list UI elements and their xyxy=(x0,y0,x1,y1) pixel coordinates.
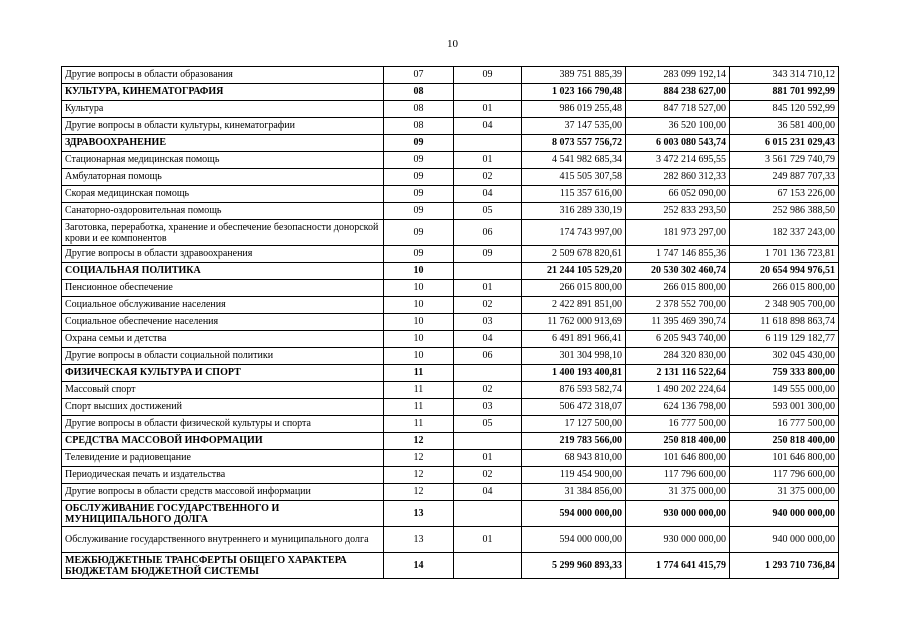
row-amount-year2-cell: 266 015 800,00 xyxy=(626,280,730,297)
row-section-code-cell: 10 xyxy=(384,314,454,331)
row-amount-year2-cell: 283 099 192,14 xyxy=(626,67,730,84)
row-name-cell: Спорт высших достижений xyxy=(62,399,384,416)
row-amount-year2-cell: 16 777 500,00 xyxy=(626,416,730,433)
row-section-code-cell: 08 xyxy=(384,101,454,118)
row-amount-year1-cell: 5 299 960 893,33 xyxy=(522,553,626,579)
row-amount-year1-cell: 2 422 891 851,00 xyxy=(522,297,626,314)
row-amount-year1-cell: 266 015 800,00 xyxy=(522,280,626,297)
row-amount-year2-cell: 930 000 000,00 xyxy=(626,501,730,527)
row-subsection-code-cell: 02 xyxy=(454,467,522,484)
row-name-cell: Культура xyxy=(62,101,384,118)
row-subsection-code-cell xyxy=(454,365,522,382)
budget-table-body xyxy=(62,67,839,579)
budget-table xyxy=(61,66,839,579)
section-row xyxy=(62,501,839,527)
row-name-cell: ФИЗИЧЕСКАЯ КУЛЬТУРА И СПОРТ xyxy=(62,365,384,382)
section-row xyxy=(62,553,839,579)
row-subsection-code-cell: 04 xyxy=(454,186,522,203)
row-amount-year2-cell: 884 238 627,00 xyxy=(626,84,730,101)
row-amount-year3-cell: 881 701 992,99 xyxy=(730,84,839,101)
table-row xyxy=(62,152,839,169)
row-amount-year2-cell: 1 747 146 855,36 xyxy=(626,246,730,263)
row-name-cell: Периодическая печать и издательства xyxy=(62,467,384,484)
row-name-cell: Обслуживание государственного внутреннего и муниципального долга xyxy=(62,527,384,553)
row-subsection-code-cell: 03 xyxy=(454,399,522,416)
row-amount-year1-cell: 594 000 000,00 xyxy=(522,501,626,527)
row-section-code-cell: 13 xyxy=(384,501,454,527)
row-amount-year1-cell: 219 783 566,00 xyxy=(522,433,626,450)
row-section-code-cell: 12 xyxy=(384,450,454,467)
row-amount-year3-cell: 6 119 129 182,77 xyxy=(730,331,839,348)
row-amount-year2-cell: 36 520 100,00 xyxy=(626,118,730,135)
table-row xyxy=(62,399,839,416)
row-subsection-code-cell: 01 xyxy=(454,450,522,467)
row-amount-year3-cell: 20 654 994 976,51 xyxy=(730,263,839,280)
row-name-cell: ОБСЛУЖИВАНИЕ ГОСУДАРСТВЕННОГО И МУНИЦИПАЛЬНОГО ДОЛГА xyxy=(62,501,384,527)
row-amount-year3-cell: 182 337 243,00 xyxy=(730,220,839,246)
row-amount-year2-cell: 6 205 943 740,00 xyxy=(626,331,730,348)
row-subsection-code-cell: 01 xyxy=(454,527,522,553)
row-name-cell: МЕЖБЮДЖЕТНЫЕ ТРАНСФЕРТЫ ОБЩЕГО ХАРАКТЕРА БЮДЖЕТАМ БЮДЖЕТНОЙ СИСТЕМЫ xyxy=(62,553,384,579)
row-amount-year1-cell: 37 147 535,00 xyxy=(522,118,626,135)
row-amount-year1-cell: 415 505 307,58 xyxy=(522,169,626,186)
row-amount-year1-cell: 174 743 997,00 xyxy=(522,220,626,246)
row-section-code-cell: 09 xyxy=(384,246,454,263)
table-row xyxy=(62,484,839,501)
section-row xyxy=(62,84,839,101)
table-row xyxy=(62,118,839,135)
row-name-cell: Охрана семьи и детства xyxy=(62,331,384,348)
row-name-cell: Скорая медицинская помощь xyxy=(62,186,384,203)
row-amount-year1-cell: 316 289 330,19 xyxy=(522,203,626,220)
row-amount-year1-cell: 68 943 810,00 xyxy=(522,450,626,467)
row-amount-year2-cell: 20 530 302 460,74 xyxy=(626,263,730,280)
table-row xyxy=(62,220,839,246)
table-row xyxy=(62,186,839,203)
row-subsection-code-cell: 05 xyxy=(454,203,522,220)
table-row xyxy=(62,280,839,297)
row-section-code-cell: 09 xyxy=(384,220,454,246)
row-subsection-code-cell: 02 xyxy=(454,297,522,314)
row-name-cell: Другие вопросы в области образования xyxy=(62,67,384,84)
row-subsection-code-cell: 01 xyxy=(454,280,522,297)
row-name-cell: Другие вопросы в области культуры, кинематографии xyxy=(62,118,384,135)
row-amount-year1-cell: 17 127 500,00 xyxy=(522,416,626,433)
row-section-code-cell: 13 xyxy=(384,527,454,553)
table-row xyxy=(62,67,839,84)
row-name-cell: Заготовка, переработка, хранение и обеспечение безопасности донорской крови и ее компонентов xyxy=(62,220,384,246)
row-amount-year1-cell: 31 384 856,00 xyxy=(522,484,626,501)
row-amount-year3-cell: 3 561 729 740,79 xyxy=(730,152,839,169)
row-name-cell: Другие вопросы в области социальной политики xyxy=(62,348,384,365)
row-section-code-cell: 12 xyxy=(384,433,454,450)
row-section-code-cell: 09 xyxy=(384,169,454,186)
row-section-code-cell: 09 xyxy=(384,203,454,220)
row-section-code-cell: 11 xyxy=(384,399,454,416)
table-row xyxy=(62,169,839,186)
row-amount-year1-cell: 4 541 982 685,34 xyxy=(522,152,626,169)
row-amount-year2-cell: 282 860 312,33 xyxy=(626,169,730,186)
row-subsection-code-cell xyxy=(454,553,522,579)
table-row xyxy=(62,527,839,553)
row-name-cell: Амбулаторная помощь xyxy=(62,169,384,186)
row-amount-year3-cell: 302 045 430,00 xyxy=(730,348,839,365)
row-subsection-code-cell: 03 xyxy=(454,314,522,331)
row-amount-year3-cell: 16 777 500,00 xyxy=(730,416,839,433)
table-row xyxy=(62,382,839,399)
row-amount-year2-cell: 250 818 400,00 xyxy=(626,433,730,450)
row-subsection-code-cell: 04 xyxy=(454,331,522,348)
row-amount-year1-cell: 1 400 193 400,81 xyxy=(522,365,626,382)
row-section-code-cell: 10 xyxy=(384,297,454,314)
row-amount-year1-cell: 6 491 891 966,41 xyxy=(522,331,626,348)
row-subsection-code-cell: 01 xyxy=(454,101,522,118)
section-row xyxy=(62,135,839,152)
row-name-cell: Телевидение и радиовещание xyxy=(62,450,384,467)
row-amount-year3-cell: 252 986 388,50 xyxy=(730,203,839,220)
row-subsection-code-cell: 09 xyxy=(454,67,522,84)
row-subsection-code-cell xyxy=(454,501,522,527)
row-name-cell: Социальное обеспечение населения xyxy=(62,314,384,331)
row-amount-year1-cell: 301 304 998,10 xyxy=(522,348,626,365)
table-row xyxy=(62,467,839,484)
row-amount-year2-cell: 2 378 552 700,00 xyxy=(626,297,730,314)
row-amount-year3-cell: 11 618 898 863,74 xyxy=(730,314,839,331)
row-section-code-cell: 11 xyxy=(384,382,454,399)
row-subsection-code-cell: 06 xyxy=(454,220,522,246)
row-section-code-cell: 14 xyxy=(384,553,454,579)
table-row xyxy=(62,348,839,365)
row-amount-year1-cell: 506 472 318,07 xyxy=(522,399,626,416)
row-name-cell: Санаторно-оздоровительная помощь xyxy=(62,203,384,220)
row-section-code-cell: 10 xyxy=(384,331,454,348)
row-subsection-code-cell: 02 xyxy=(454,382,522,399)
row-section-code-cell: 09 xyxy=(384,135,454,152)
row-amount-year2-cell: 181 973 297,00 xyxy=(626,220,730,246)
row-amount-year3-cell: 31 375 000,00 xyxy=(730,484,839,501)
row-amount-year1-cell: 8 073 557 756,72 xyxy=(522,135,626,152)
row-section-code-cell: 10 xyxy=(384,280,454,297)
row-amount-year1-cell: 389 751 885,39 xyxy=(522,67,626,84)
row-amount-year3-cell: 250 818 400,00 xyxy=(730,433,839,450)
row-section-code-cell: 12 xyxy=(384,484,454,501)
row-name-cell: Другие вопросы в области физической культуры и спорта xyxy=(62,416,384,433)
row-amount-year3-cell: 36 581 400,00 xyxy=(730,118,839,135)
row-amount-year1-cell: 11 762 000 913,69 xyxy=(522,314,626,331)
row-subsection-code-cell: 04 xyxy=(454,484,522,501)
row-section-code-cell: 10 xyxy=(384,348,454,365)
row-amount-year2-cell: 3 472 214 695,55 xyxy=(626,152,730,169)
table-row xyxy=(62,331,839,348)
section-row xyxy=(62,263,839,280)
row-section-code-cell: 12 xyxy=(384,467,454,484)
row-amount-year2-cell: 1 774 641 415,79 xyxy=(626,553,730,579)
row-name-cell: Социальное обслуживание населения xyxy=(62,297,384,314)
row-amount-year1-cell: 986 019 255,48 xyxy=(522,101,626,118)
row-subsection-code-cell: 02 xyxy=(454,169,522,186)
row-subsection-code-cell: 09 xyxy=(454,246,522,263)
row-name-cell: Массовый спорт xyxy=(62,382,384,399)
table-row xyxy=(62,314,839,331)
row-amount-year3-cell: 249 887 707,33 xyxy=(730,169,839,186)
table-row xyxy=(62,416,839,433)
row-amount-year2-cell: 31 375 000,00 xyxy=(626,484,730,501)
row-amount-year2-cell: 117 796 600,00 xyxy=(626,467,730,484)
row-section-code-cell: 11 xyxy=(384,365,454,382)
table-row xyxy=(62,297,839,314)
row-amount-year3-cell: 845 120 592,99 xyxy=(730,101,839,118)
row-section-code-cell: 09 xyxy=(384,186,454,203)
table-row xyxy=(62,450,839,467)
row-subsection-code-cell: 05 xyxy=(454,416,522,433)
row-name-cell: Пенсионное обеспечение xyxy=(62,280,384,297)
row-amount-year3-cell: 1 293 710 736,84 xyxy=(730,553,839,579)
row-amount-year3-cell: 6 015 231 029,43 xyxy=(730,135,839,152)
row-section-code-cell: 11 xyxy=(384,416,454,433)
row-amount-year3-cell: 759 333 800,00 xyxy=(730,365,839,382)
row-amount-year2-cell: 11 395 469 390,74 xyxy=(626,314,730,331)
row-amount-year3-cell: 593 001 300,00 xyxy=(730,399,839,416)
row-amount-year2-cell: 624 136 798,00 xyxy=(626,399,730,416)
row-amount-year2-cell: 1 490 202 224,64 xyxy=(626,382,730,399)
row-name-cell: СОЦИАЛЬНАЯ ПОЛИТИКА xyxy=(62,263,384,280)
row-section-code-cell: 08 xyxy=(384,118,454,135)
row-amount-year1-cell: 1 023 166 790,48 xyxy=(522,84,626,101)
row-amount-year1-cell: 21 244 105 529,20 xyxy=(522,263,626,280)
section-row xyxy=(62,365,839,382)
row-amount-year2-cell: 930 000 000,00 xyxy=(626,527,730,553)
row-amount-year1-cell: 115 357 616,00 xyxy=(522,186,626,203)
row-amount-year2-cell: 252 833 293,50 xyxy=(626,203,730,220)
table-row xyxy=(62,101,839,118)
row-subsection-code-cell xyxy=(454,433,522,450)
row-amount-year3-cell: 940 000 000,00 xyxy=(730,501,839,527)
row-amount-year1-cell: 876 593 582,74 xyxy=(522,382,626,399)
row-name-cell: Другие вопросы в области здравоохранения xyxy=(62,246,384,263)
table-row xyxy=(62,203,839,220)
row-amount-year2-cell: 101 646 800,00 xyxy=(626,450,730,467)
row-amount-year2-cell: 66 052 090,00 xyxy=(626,186,730,203)
row-amount-year2-cell: 2 131 116 522,64 xyxy=(626,365,730,382)
row-amount-year3-cell: 149 555 000,00 xyxy=(730,382,839,399)
row-name-cell: ЗДРАВООХРАНЕНИЕ xyxy=(62,135,384,152)
table-row xyxy=(62,246,839,263)
row-amount-year3-cell: 266 015 800,00 xyxy=(730,280,839,297)
row-subsection-code-cell xyxy=(454,135,522,152)
row-amount-year3-cell: 343 314 710,12 xyxy=(730,67,839,84)
row-subsection-code-cell: 04 xyxy=(454,118,522,135)
row-amount-year3-cell: 2 348 905 700,00 xyxy=(730,297,839,314)
row-amount-year3-cell: 101 646 800,00 xyxy=(730,450,839,467)
row-subsection-code-cell: 06 xyxy=(454,348,522,365)
section-row xyxy=(62,433,839,450)
row-section-code-cell: 08 xyxy=(384,84,454,101)
row-section-code-cell: 09 xyxy=(384,152,454,169)
row-amount-year3-cell: 940 000 000,00 xyxy=(730,527,839,553)
row-amount-year1-cell: 119 454 900,00 xyxy=(522,467,626,484)
row-amount-year1-cell: 594 000 000,00 xyxy=(522,527,626,553)
row-section-code-cell: 10 xyxy=(384,263,454,280)
row-amount-year3-cell: 67 153 226,00 xyxy=(730,186,839,203)
row-name-cell: Другие вопросы в области средств массовой информации xyxy=(62,484,384,501)
row-amount-year2-cell: 6 003 080 543,74 xyxy=(626,135,730,152)
row-section-code-cell: 07 xyxy=(384,67,454,84)
row-amount-year3-cell: 1 701 136 723,81 xyxy=(730,246,839,263)
row-subsection-code-cell xyxy=(454,84,522,101)
row-name-cell: КУЛЬТУРА, КИНЕМАТОГРАФИЯ xyxy=(62,84,384,101)
row-subsection-code-cell xyxy=(454,263,522,280)
row-subsection-code-cell: 01 xyxy=(454,152,522,169)
row-amount-year1-cell: 2 509 678 820,61 xyxy=(522,246,626,263)
row-amount-year3-cell: 117 796 600,00 xyxy=(730,467,839,484)
row-name-cell: Стационарная медицинская помощь xyxy=(62,152,384,169)
row-name-cell: СРЕДСТВА МАССОВОЙ ИНФОРМАЦИИ xyxy=(62,433,384,450)
page-number: 10 xyxy=(447,38,458,50)
row-amount-year2-cell: 284 320 830,00 xyxy=(626,348,730,365)
row-amount-year2-cell: 847 718 527,00 xyxy=(626,101,730,118)
